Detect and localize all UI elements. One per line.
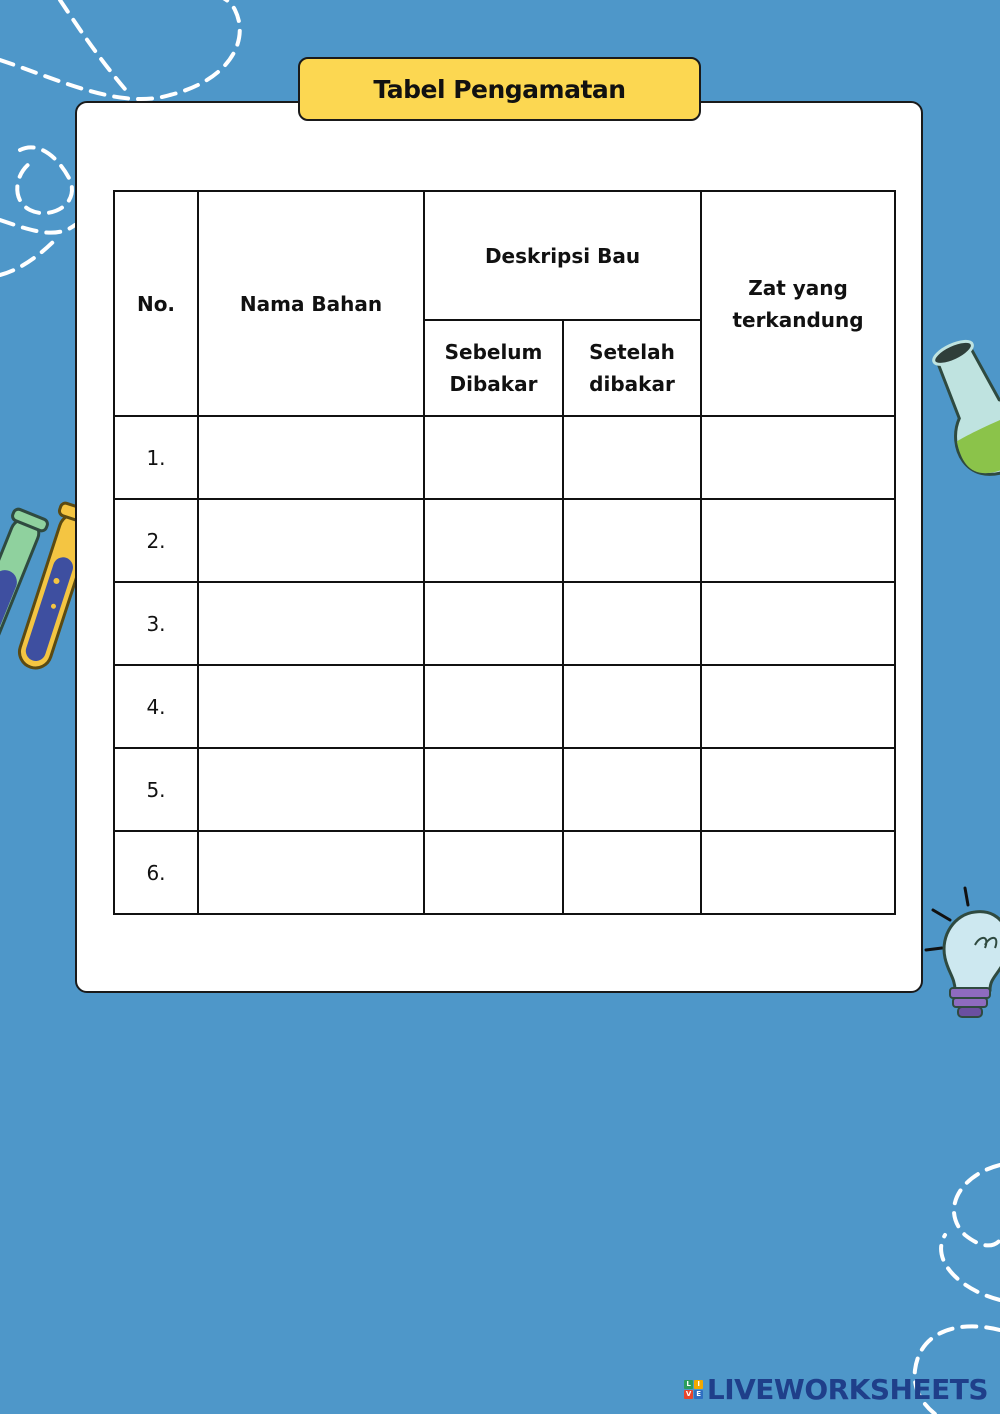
header-sebelum-dibakar [424,320,563,416]
header-zat-terkandung [701,191,895,416]
cell-setelah-dibakar[interactable] [563,499,701,582]
header-setelah-label: Setelah dibakar [589,340,675,396]
cell-sebelum-dibakar[interactable] [424,665,563,748]
header-setelah-dibakar [563,320,701,416]
row-number: 2. [114,499,198,582]
cell-setelah-dibakar[interactable] [563,831,701,914]
cell-nama-bahan[interactable] [198,831,424,914]
table-row [114,582,895,665]
row-number: 4. [114,665,198,748]
cell-setelah-dibakar[interactable] [563,582,701,665]
cell-zat-terkandung[interactable] [701,748,895,831]
row-number: 3. [114,582,198,665]
row-number: 5. [114,748,198,831]
table-row [114,416,895,499]
header-no: No. [114,191,198,416]
light-bulb-icon [926,888,1000,1017]
cell-zat-terkandung[interactable] [701,831,895,914]
liveworksheets-logo [684,1373,988,1405]
header-sebelum-label: Sebelum Dibakar [444,340,543,396]
brand-name: LIVEWORKSHEETS [706,1372,988,1406]
header-deskripsi-bau: Deskripsi Bau [424,191,701,320]
cell-setelah-dibakar[interactable] [563,748,701,831]
cell-nama-bahan[interactable] [198,416,424,499]
cell-sebelum-dibakar[interactable] [424,748,563,831]
badge-letter: V [684,1390,693,1399]
cell-zat-terkandung[interactable] [701,499,895,582]
cell-setelah-dibakar[interactable] [563,665,701,748]
cell-zat-terkandung[interactable] [701,582,895,665]
row-number: 1. [114,416,198,499]
cell-sebelum-dibakar[interactable] [424,416,563,499]
worksheet-title: Tabel Pengamatan [298,57,701,121]
cell-nama-bahan[interactable] [198,582,424,665]
cell-nama-bahan[interactable] [198,665,424,748]
table-row [114,665,895,748]
cell-sebelum-dibakar[interactable] [424,582,563,665]
badge-letter: I [694,1380,703,1389]
cell-setelah-dibakar[interactable] [563,416,701,499]
live-badge-icon [684,1380,703,1399]
header-zat-terkandung-label: Zat yang terkandung [732,275,864,332]
table-row [114,499,895,582]
cell-nama-bahan[interactable] [198,499,424,582]
badge-letter: E [694,1390,703,1399]
badge-letter: L [684,1380,693,1389]
cell-zat-terkandung[interactable] [701,665,895,748]
flask-icon [916,330,1000,486]
header-nama-bahan: Nama Bahan [198,191,424,416]
cell-sebelum-dibakar[interactable] [424,499,563,582]
table-row [114,748,895,831]
table-row [114,831,895,914]
observation-table [113,190,896,915]
cell-zat-terkandung[interactable] [701,416,895,499]
row-number: 6. [114,831,198,914]
cell-sebelum-dibakar[interactable] [424,831,563,914]
cell-nama-bahan[interactable] [198,748,424,831]
